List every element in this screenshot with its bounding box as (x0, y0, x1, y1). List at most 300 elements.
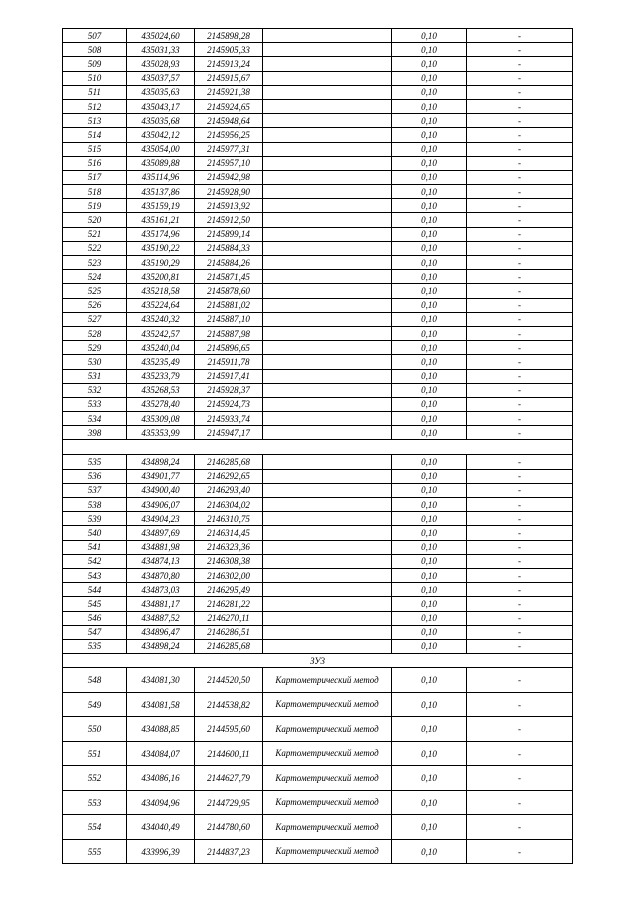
description-cell: - (467, 766, 573, 791)
table-row (63, 790, 573, 815)
point-number-cell: 546 (63, 611, 127, 625)
blank-cell (195, 440, 263, 455)
method-cell (263, 298, 392, 312)
point-number-cell: 529 (63, 341, 127, 355)
point-number-cell: 541 (63, 540, 127, 554)
table-row (63, 512, 573, 526)
method-cell (263, 256, 392, 270)
table-row (63, 355, 573, 369)
x-coordinate-cell: 435161,21 (127, 213, 195, 227)
x-coordinate-cell: 435174,96 (127, 227, 195, 241)
table-row (63, 241, 573, 255)
y-coordinate-cell: 2144729,95 (195, 790, 263, 815)
x-coordinate-cell: 434094,96 (127, 790, 195, 815)
accuracy-cell: 0,10 (392, 483, 467, 497)
method-cell (263, 142, 392, 156)
y-coordinate-cell: 2144595,60 (195, 717, 263, 742)
description-cell: - (467, 526, 573, 540)
description-cell: - (467, 199, 573, 213)
x-coordinate-cell: 435035,63 (127, 85, 195, 99)
accuracy-cell: 0,10 (392, 256, 467, 270)
x-coordinate-cell: 434897,69 (127, 526, 195, 540)
method-cell (263, 284, 392, 298)
point-number-cell: 535 (63, 455, 127, 469)
y-coordinate-cell: 2145977,31 (195, 142, 263, 156)
x-coordinate-cell: 435242,57 (127, 326, 195, 340)
description-cell: - (467, 512, 573, 526)
description-cell: - (467, 583, 573, 597)
y-coordinate-cell: 2145924,65 (195, 99, 263, 113)
description-cell: - (467, 326, 573, 340)
blank-separator-row (63, 440, 573, 455)
y-coordinate-cell: 2145948,64 (195, 114, 263, 128)
table-row (63, 185, 573, 199)
y-coordinate-cell: 2145871,45 (195, 270, 263, 284)
y-coordinate-cell: 2146293,40 (195, 483, 263, 497)
x-coordinate-cell: 434081,58 (127, 692, 195, 717)
table-row (63, 85, 573, 99)
y-coordinate-cell: 2144600,11 (195, 741, 263, 766)
accuracy-cell: 0,10 (392, 185, 467, 199)
x-coordinate-cell: 435233,79 (127, 369, 195, 383)
table-row (63, 469, 573, 483)
description-cell: - (467, 85, 573, 99)
description-cell: - (467, 426, 573, 440)
point-number-cell: 544 (63, 583, 127, 597)
method-cell (263, 99, 392, 113)
method-cell (263, 128, 392, 142)
y-coordinate-cell: 2146295,49 (195, 583, 263, 597)
description-cell: - (467, 29, 573, 43)
point-number-cell: 555 (63, 839, 127, 864)
table-row (63, 426, 573, 440)
x-coordinate-cell: 435309,08 (127, 412, 195, 426)
point-number-cell: 553 (63, 790, 127, 815)
description-cell: - (467, 692, 573, 717)
point-number-cell: 507 (63, 29, 127, 43)
y-coordinate-cell: 2145887,10 (195, 312, 263, 326)
table-row (63, 839, 573, 864)
description-cell: - (467, 341, 573, 355)
y-coordinate-cell: 2144780,60 (195, 815, 263, 840)
x-coordinate-cell: 435137,86 (127, 185, 195, 199)
table-row (63, 611, 573, 625)
description-cell: - (467, 71, 573, 85)
accuracy-cell: 0,10 (392, 815, 467, 840)
accuracy-cell: 0,10 (392, 199, 467, 213)
accuracy-cell: 0,10 (392, 790, 467, 815)
point-number-cell: 539 (63, 512, 127, 526)
table-row (63, 668, 573, 693)
y-coordinate-cell: 2145899,14 (195, 227, 263, 241)
x-coordinate-cell: 435037,57 (127, 71, 195, 85)
method-cell (263, 170, 392, 184)
method-cell (263, 369, 392, 383)
point-number-cell: 398 (63, 426, 127, 440)
table-row (63, 312, 573, 326)
accuracy-cell: 0,10 (392, 270, 467, 284)
description-cell: - (467, 270, 573, 284)
method-cell (263, 241, 392, 255)
method-cell (263, 625, 392, 639)
point-number-cell: 536 (63, 469, 127, 483)
x-coordinate-cell: 435159,19 (127, 199, 195, 213)
blank-cell (467, 440, 573, 455)
y-coordinate-cell: 2145884,33 (195, 241, 263, 255)
table-row (63, 341, 573, 355)
accuracy-cell: 0,10 (392, 469, 467, 483)
x-coordinate-cell: 435224,64 (127, 298, 195, 312)
y-coordinate-cell: 2145905,33 (195, 43, 263, 57)
y-coordinate-cell: 2145956,25 (195, 128, 263, 142)
x-coordinate-cell: 434873,03 (127, 583, 195, 597)
point-number-cell: 552 (63, 766, 127, 791)
point-number-cell: 512 (63, 99, 127, 113)
accuracy-cell: 0,10 (392, 568, 467, 582)
y-coordinate-cell: 2144520,50 (195, 668, 263, 693)
description-cell: - (467, 355, 573, 369)
table-row (63, 625, 573, 639)
description-cell: - (467, 597, 573, 611)
accuracy-cell: 0,10 (392, 426, 467, 440)
method-cell (263, 270, 392, 284)
method-cell (263, 568, 392, 582)
accuracy-cell: 0,10 (392, 611, 467, 625)
y-coordinate-cell: 2145911,78 (195, 355, 263, 369)
x-coordinate-cell: 434870,80 (127, 568, 195, 582)
description-cell: - (467, 839, 573, 864)
table-row (63, 284, 573, 298)
description-cell: - (467, 156, 573, 170)
description-cell: - (467, 611, 573, 625)
accuracy-cell: 0,10 (392, 71, 467, 85)
method-cell (263, 185, 392, 199)
accuracy-cell: 0,10 (392, 156, 467, 170)
description-cell: - (467, 185, 573, 199)
method-cell (263, 540, 392, 554)
point-number-cell: 551 (63, 741, 127, 766)
description-cell: - (467, 625, 573, 639)
y-coordinate-cell: 2145947,17 (195, 426, 263, 440)
x-coordinate-cell: 434084,07 (127, 741, 195, 766)
y-coordinate-cell: 2146302,00 (195, 568, 263, 582)
accuracy-cell: 0,10 (392, 326, 467, 340)
x-coordinate-cell: 434086,16 (127, 766, 195, 791)
method-cell (263, 312, 392, 326)
method-cell (263, 512, 392, 526)
x-coordinate-cell: 434081,30 (127, 668, 195, 693)
table-row (63, 583, 573, 597)
y-coordinate-cell: 2145928,37 (195, 383, 263, 397)
method-cell (263, 639, 392, 653)
accuracy-cell: 0,10 (392, 99, 467, 113)
y-coordinate-cell: 2145913,24 (195, 57, 263, 71)
accuracy-cell: 0,10 (392, 341, 467, 355)
point-number-cell: 518 (63, 185, 127, 199)
x-coordinate-cell: 435353,99 (127, 426, 195, 440)
method-cell (263, 326, 392, 340)
point-number-cell: 548 (63, 668, 127, 693)
point-number-cell: 545 (63, 597, 127, 611)
accuracy-cell: 0,10 (392, 526, 467, 540)
table-row (63, 199, 573, 213)
point-number-cell: 522 (63, 241, 127, 255)
accuracy-cell: 0,10 (392, 170, 467, 184)
blank-cell (392, 440, 467, 455)
accuracy-cell: 0,10 (392, 455, 467, 469)
accuracy-cell: 0,10 (392, 625, 467, 639)
description-cell: - (467, 412, 573, 426)
x-coordinate-cell: 435028,93 (127, 57, 195, 71)
description-cell: - (467, 99, 573, 113)
accuracy-cell: 0,10 (392, 312, 467, 326)
x-coordinate-cell: 435240,04 (127, 341, 195, 355)
description-cell: - (467, 469, 573, 483)
y-coordinate-cell: 2146323,36 (195, 540, 263, 554)
section-label: ЗУ3 (63, 654, 573, 668)
point-number-cell: 538 (63, 498, 127, 512)
method-cell (263, 29, 392, 43)
method-cell (263, 498, 392, 512)
x-coordinate-cell: 435043,17 (127, 99, 195, 113)
point-number-cell: 527 (63, 312, 127, 326)
description-cell: - (467, 369, 573, 383)
table-row (63, 412, 573, 426)
accuracy-cell: 0,10 (392, 397, 467, 411)
description-cell: - (467, 383, 573, 397)
accuracy-cell: 0,10 (392, 85, 467, 99)
description-cell: - (467, 57, 573, 71)
method-cell (263, 412, 392, 426)
method-cell (263, 114, 392, 128)
accuracy-cell: 0,10 (392, 412, 467, 426)
method-cell (263, 355, 392, 369)
point-number-cell: 549 (63, 692, 127, 717)
x-coordinate-cell: 435190,29 (127, 256, 195, 270)
description-cell: - (467, 213, 573, 227)
method-cell (263, 397, 392, 411)
table-row (63, 815, 573, 840)
method-cell: Картометрический метод (263, 766, 392, 791)
point-number-cell: 519 (63, 199, 127, 213)
document-page (62, 28, 572, 864)
x-coordinate-cell: 435218,58 (127, 284, 195, 298)
x-coordinate-cell: 433996,39 (127, 839, 195, 864)
accuracy-cell: 0,10 (392, 128, 467, 142)
blank-cell (263, 440, 392, 455)
table-row (63, 156, 573, 170)
table-row (63, 639, 573, 653)
table-row (63, 540, 573, 554)
x-coordinate-cell: 434896,47 (127, 625, 195, 639)
method-cell: Картометрический метод (263, 692, 392, 717)
table-row (63, 597, 573, 611)
description-cell: - (467, 790, 573, 815)
x-coordinate-cell: 435089,88 (127, 156, 195, 170)
x-coordinate-cell: 434904,23 (127, 512, 195, 526)
table-row (63, 326, 573, 340)
point-number-cell: 537 (63, 483, 127, 497)
table-row (63, 741, 573, 766)
x-coordinate-cell: 434088,85 (127, 717, 195, 742)
description-cell: - (467, 284, 573, 298)
description-cell: - (467, 815, 573, 840)
point-number-cell: 517 (63, 170, 127, 184)
x-coordinate-cell: 434874,13 (127, 554, 195, 568)
y-coordinate-cell: 2146304,02 (195, 498, 263, 512)
accuracy-cell: 0,10 (392, 766, 467, 791)
y-coordinate-cell: 2144627,79 (195, 766, 263, 791)
x-coordinate-cell: 434900,40 (127, 483, 195, 497)
table-row (63, 114, 573, 128)
method-cell (263, 383, 392, 397)
y-coordinate-cell: 2146285,68 (195, 455, 263, 469)
point-number-cell: 543 (63, 568, 127, 582)
y-coordinate-cell: 2145896,65 (195, 341, 263, 355)
method-cell (263, 554, 392, 568)
y-coordinate-cell: 2145898,28 (195, 29, 263, 43)
x-coordinate-cell: 435114,96 (127, 170, 195, 184)
x-coordinate-cell: 434898,24 (127, 639, 195, 653)
y-coordinate-cell: 2145881,02 (195, 298, 263, 312)
description-cell: - (467, 114, 573, 128)
description-cell: - (467, 142, 573, 156)
y-coordinate-cell: 2145887,98 (195, 326, 263, 340)
accuracy-cell: 0,10 (392, 717, 467, 742)
x-coordinate-cell: 434040,49 (127, 815, 195, 840)
point-number-cell: 514 (63, 128, 127, 142)
point-number-cell: 554 (63, 815, 127, 840)
accuracy-cell: 0,10 (392, 692, 467, 717)
point-number-cell: 530 (63, 355, 127, 369)
point-number-cell: 535 (63, 639, 127, 653)
method-cell (263, 526, 392, 540)
point-number-cell: 516 (63, 156, 127, 170)
description-cell: - (467, 128, 573, 142)
y-coordinate-cell: 2145915,67 (195, 71, 263, 85)
method-cell: Картометрический метод (263, 668, 392, 693)
table-row (63, 766, 573, 791)
description-cell: - (467, 298, 573, 312)
x-coordinate-cell: 435031,33 (127, 43, 195, 57)
method-cell (263, 57, 392, 71)
point-number-cell: 534 (63, 412, 127, 426)
method-cell (263, 156, 392, 170)
description-cell: - (467, 312, 573, 326)
point-number-cell: 525 (63, 284, 127, 298)
method-cell (263, 426, 392, 440)
accuracy-cell: 0,10 (392, 741, 467, 766)
x-coordinate-cell: 435042,12 (127, 128, 195, 142)
y-coordinate-cell: 2145917,41 (195, 369, 263, 383)
x-coordinate-cell: 435035,68 (127, 114, 195, 128)
x-coordinate-cell: 435054,00 (127, 142, 195, 156)
blank-cell (63, 440, 127, 455)
point-number-cell: 523 (63, 256, 127, 270)
accuracy-cell: 0,10 (392, 142, 467, 156)
x-coordinate-cell: 434906,07 (127, 498, 195, 512)
table-row (63, 71, 573, 85)
point-number-cell: 526 (63, 298, 127, 312)
description-cell: - (467, 483, 573, 497)
description-cell: - (467, 568, 573, 582)
table-row (63, 455, 573, 469)
x-coordinate-cell: 435235,49 (127, 355, 195, 369)
accuracy-cell: 0,10 (392, 43, 467, 57)
point-number-cell: 524 (63, 270, 127, 284)
table-row (63, 369, 573, 383)
description-cell: - (467, 717, 573, 742)
y-coordinate-cell: 2146292,65 (195, 469, 263, 483)
description-cell: - (467, 455, 573, 469)
description-cell: - (467, 43, 573, 57)
method-cell (263, 583, 392, 597)
y-coordinate-cell: 2146314,45 (195, 526, 263, 540)
accuracy-cell: 0,10 (392, 241, 467, 255)
method-cell: Картометрический метод (263, 790, 392, 815)
accuracy-cell: 0,10 (392, 540, 467, 554)
accuracy-cell: 0,10 (392, 114, 467, 128)
x-coordinate-cell: 434901,77 (127, 469, 195, 483)
table-row (63, 256, 573, 270)
point-number-cell: 531 (63, 369, 127, 383)
y-coordinate-cell: 2145884,26 (195, 256, 263, 270)
accuracy-cell: 0,10 (392, 369, 467, 383)
method-cell: Картометрический метод (263, 839, 392, 864)
accuracy-cell: 0,10 (392, 597, 467, 611)
table-row (63, 483, 573, 497)
method-cell (263, 469, 392, 483)
description-cell: - (467, 397, 573, 411)
method-cell (263, 85, 392, 99)
table-row (63, 554, 573, 568)
method-cell (263, 43, 392, 57)
accuracy-cell: 0,10 (392, 213, 467, 227)
description-cell: - (467, 241, 573, 255)
accuracy-cell: 0,10 (392, 839, 467, 864)
table-row (63, 43, 573, 57)
x-coordinate-cell: 435240,32 (127, 312, 195, 326)
table-row (63, 498, 573, 512)
coordinates-table (62, 28, 573, 864)
method-cell (263, 483, 392, 497)
y-coordinate-cell: 2146285,68 (195, 639, 263, 653)
point-number-cell: 532 (63, 383, 127, 397)
point-number-cell: 520 (63, 213, 127, 227)
y-coordinate-cell: 2146281,22 (195, 597, 263, 611)
x-coordinate-cell: 434881,98 (127, 540, 195, 554)
table-row (63, 270, 573, 284)
table-row (63, 170, 573, 184)
y-coordinate-cell: 2145913,92 (195, 199, 263, 213)
accuracy-cell: 0,10 (392, 298, 467, 312)
y-coordinate-cell: 2144538,82 (195, 692, 263, 717)
y-coordinate-cell: 2145921,38 (195, 85, 263, 99)
y-coordinate-cell: 2146270,11 (195, 611, 263, 625)
accuracy-cell: 0,10 (392, 583, 467, 597)
y-coordinate-cell: 2146286,51 (195, 625, 263, 639)
x-coordinate-cell: 435190,22 (127, 241, 195, 255)
description-cell: - (467, 170, 573, 184)
method-cell (263, 597, 392, 611)
y-coordinate-cell: 2145924,73 (195, 397, 263, 411)
blank-cell (127, 440, 195, 455)
table-row (63, 57, 573, 71)
method-cell (263, 199, 392, 213)
x-coordinate-cell: 434881,17 (127, 597, 195, 611)
table-row (63, 717, 573, 742)
point-number-cell: 533 (63, 397, 127, 411)
